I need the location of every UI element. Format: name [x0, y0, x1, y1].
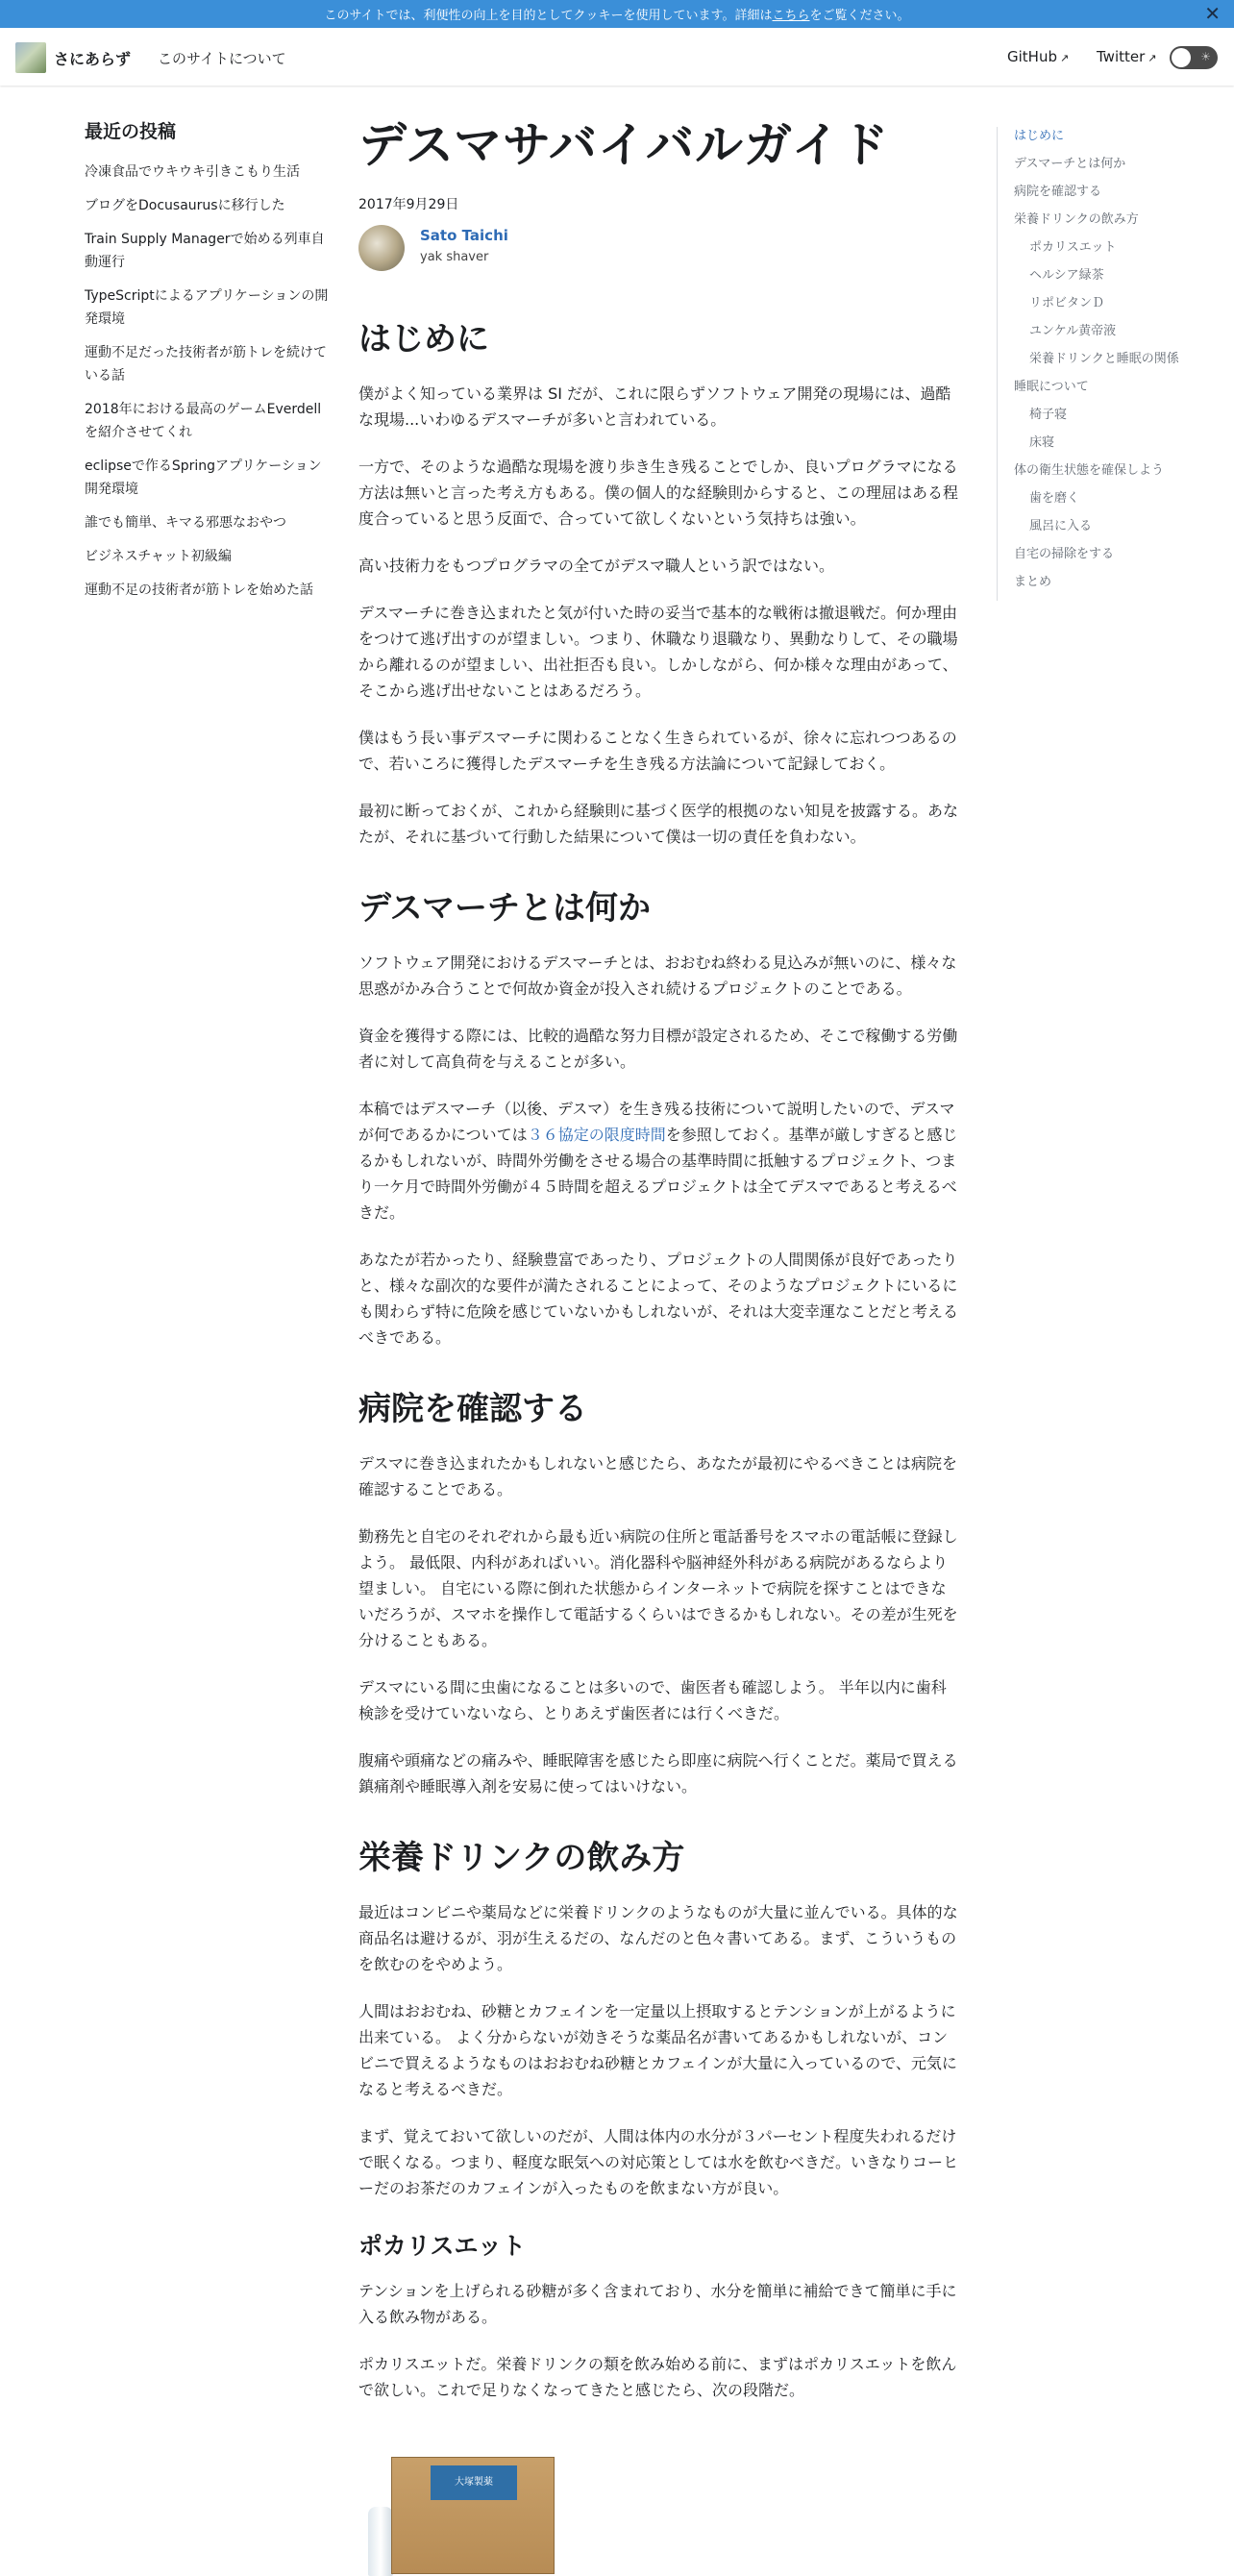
cookie-details-link[interactable]: こちら [772, 9, 810, 23]
toc-item[interactable]: 椅子寝 [1029, 408, 1068, 422]
paragraph: デスマに巻き込まれたかもしれないと感じたら、あなたが最初にやるべきことは病院を確認することである。 [358, 1454, 958, 1499]
toc-item[interactable]: 睡眠について [1014, 380, 1089, 394]
site-logo[interactable] [15, 42, 46, 73]
paragraph: ソフトウェア開発におけるデスマーチとは、おおむね終わる見込みが無いのに、様々な思惑がかみ合うことで何故か資金が投入され続けるプロジェクトのことである。 [358, 954, 957, 998]
sun-icon: ☀ [1200, 50, 1211, 63]
paragraph: デスマにいる間に虫歯になることは多いので、歯医者も確認しよう。 半年以内に歯科検診を受けていないなら、とりあえず歯医者には行くべきだ。 [358, 1678, 947, 1722]
cookie-text-after: をご覧ください。 [809, 9, 910, 23]
text-span: 本稿ではデスマーチ（以後、デスマ）を生き残る技術について説明したいので、デスマが何であるかについては [358, 1100, 955, 1144]
paragraph: 資金を獲得する際には、比較的過酷な努力目標が設定されるため、そこで稼働する労働者に対して高負荷を与えることが多い。 [358, 1027, 958, 1071]
toc-item[interactable]: 栄養ドリンクの飲み方 [1014, 212, 1139, 227]
paragraph: まず、覚えておいて欲しいのだが、人間は体内の水分が３パーセント程度失われるだけで眠くなる。つまり、軽度な眠気への対応策としては水を飲むべきだ。いきなりコーヒーだのお茶だのカフェインが入ったものを飲まない方が良い。 [358, 2127, 959, 2197]
toggle-knob [1172, 48, 1191, 67]
recent-post-link[interactable]: ビジネスチャット初級編 [85, 549, 232, 564]
article-date: 2017年9月29日 [358, 197, 459, 212]
paragraph: 人間はおおむね、砂糖とカフェインを一定量以上摂取するとテンションが上がるように出来ている。 よく分からないが効きそうな薬品名が書いてあるかもしれないが、コンビニで買えるようなものはおおむね砂糖とカフェインが大量に入っているので、元気になると考えるべきだ。 [358, 2002, 957, 2098]
toc-item[interactable]: 病院を確認する [1014, 185, 1102, 199]
dark-mode-toggle[interactable] [1170, 46, 1218, 69]
paragraph: あなたが若かったり、経験豊富であったり、プロジェクトの人間関係が良好であったりと、様々な副次的な要件が満たされることによって、そのようなプロジェクトにいるにも関わらず特に危険を感じていないかもしれないが、それは大変幸運なことだと考えるべきである。 [358, 1251, 959, 1347]
paragraph: 高い技術力をもつプログラマの全てがデスマ職人という訳ではない。 [358, 557, 835, 575]
recent-posts-title: 最近の投稿 [85, 121, 177, 142]
nav-twitter-link[interactable] [1097, 48, 1157, 65]
recent-posts-sidebar [85, 117, 334, 612]
box-label: 大塚製薬 [431, 2465, 517, 2500]
toc-item[interactable]: 体の衛生状態を確保しよう [1014, 463, 1165, 478]
paragraph: ポカリスエットだ。栄養ドリンクの類を飲み始める前に、まずはポカリスエットを飲んで欲しい。これで足りなくなってきたと感じたら、次の段階だ。 [358, 2355, 957, 2399]
cookie-text-before: このサイトでは、利便性の向上を目的としてクッキーを使用しています。詳細は [324, 9, 773, 23]
subsection-heading: ポカリスエット [358, 2232, 527, 2260]
close-icon[interactable]: ✕ [1204, 2, 1221, 25]
paragraph: デスマーチに巻き込まれたと気が付いた時の妥当で基本的な戦術は撤退戦だ。何か理由をつけて逃げ出すのが望ましい。つまり、休職なり退職なり、異動なりして、その職場から離れるのが望ましい、出社拒否も良い。しかしながら、何か様々な理由があって、そこから逃げ出せないことはあるだろう。 [358, 604, 958, 700]
toc-item[interactable]: ポカリスエット [1029, 240, 1117, 255]
paragraph [358, 1096, 959, 1226]
navbar [0, 28, 1234, 86]
nav-github-label: GitHub [1007, 48, 1057, 65]
toc-item[interactable]: デスマーチとは何か [1014, 157, 1126, 171]
author-block [358, 225, 959, 281]
toc-list [1014, 127, 1187, 591]
nav-github-link[interactable] [1007, 48, 1069, 65]
bottle-graphic [368, 2507, 393, 2576]
box-graphic [391, 2457, 555, 2574]
author-name-link[interactable]: Sato Taichi [420, 227, 508, 244]
toc-item[interactable]: まとめ [1014, 575, 1052, 589]
author-title: yak shaver [420, 250, 489, 264]
overtime-limit-link[interactable]: ３６協定の限度時間 [527, 1126, 666, 1144]
pocari-sweat-photo [358, 2457, 560, 2572]
toc-item[interactable]: ヘルシア緑茶 [1029, 268, 1104, 283]
recent-post-link[interactable]: 運動不足だった技術者が筋トレを続けている話 [85, 345, 327, 384]
recent-post-link[interactable]: Train Supply Managerで始める列車自動運行 [85, 232, 325, 270]
text-span: を参照しておく。基準が厳しすぎると感じるかもしれないが、時間外労働をさせる場合の基準時間に抵触するプロジェクト、つまり一ケ月で時間外労働が４５時間を超えるプロジェクトは全てデスマであると考えるべきだ。 [358, 1126, 958, 1222]
recent-post-link[interactable]: eclipseで作るSpringアプリケーション開発環境 [85, 458, 322, 497]
external-link-icon: ↗ [1148, 52, 1157, 64]
toc-item[interactable]: 自宅の掃除をする [1014, 547, 1115, 561]
paragraph: 腹痛や頭痛などの痛みや、睡眠障害を感じたら即座に病院へ行くことだ。薬局で買える鎮痛剤や睡眠導入剤を安易に使ってはいけない。 [358, 1751, 958, 1796]
paragraph: テンションを上げられる砂糖が多く含まれており、水分を簡単に補給できて簡単に手に入る飲み物がある。 [358, 2282, 957, 2326]
paragraph: 僕がよく知っている業界は SI だが、これに限らずソフトウェア開発の現場には、過酷な現場...いわゆるデスマーチが多いと言われている。 [358, 384, 951, 429]
section-heading: 病院を確認する [358, 1390, 587, 1428]
recent-post-link[interactable]: 運動不足の技術者が筋トレを始めた話 [85, 582, 313, 598]
paragraph: 最近はコンビニや薬局などに栄養ドリンクのようなものが大量に並んでいる。具体的な商品名は避けるが、羽が生えるだの、なんだのと色々書いてある。まず、こういうものを飲むのをやめよう。 [358, 1903, 958, 1973]
article-title: デスマサバイバルガイド [358, 117, 890, 173]
nav-twitter-label: Twitter [1097, 48, 1146, 65]
paragraph: 勤務先と自宅のそれぞれから最も近い病院の住所と電話番号をスマホの電話帳に登録しよう。 最低限、内科があればいい。消化器科や脳神経外科がある病院があるならより望ましい。 自宅にいる際に倒れた状態からインターネットで病院を探すことはできないだろうが、スマホを操作して電話するくらいはできるかもしれない。その差が生死を分けることもある。 [358, 1527, 958, 1649]
table-of-contents [997, 127, 1187, 601]
section-heading: 栄養ドリンクの飲み方 [358, 1839, 685, 1877]
cookie-banner [0, 0, 1234, 28]
recent-post-link[interactable]: ブログをDocusaurusに移行した [85, 198, 285, 213]
avatar[interactable] [358, 225, 405, 271]
nav-about-link[interactable]: このサイトについて [158, 50, 286, 67]
recent-posts-list [85, 161, 334, 602]
toc-item[interactable]: 栄養ドリンクと睡眠の関係 [1029, 352, 1179, 366]
toc-item[interactable]: リポビタンＤ [1029, 296, 1105, 310]
recent-post-link[interactable]: 誰でも簡単、キマる邪悪なおやつ [85, 515, 286, 531]
toc-item[interactable]: 床寝 [1029, 435, 1055, 450]
toc-item[interactable]: 歯を磨く [1029, 491, 1080, 506]
section-heading: デスマーチとは何か [358, 889, 651, 928]
toc-item[interactable]: ユンケル黄帝液 [1029, 324, 1117, 338]
toc-item[interactable]: はじめに [1014, 129, 1065, 143]
article [358, 113, 959, 2572]
recent-post-link[interactable]: TypeScriptによるアプリケーションの開発環境 [85, 288, 329, 327]
section-heading: はじめに [358, 320, 489, 359]
paragraph: 最初に断っておくが、これから経験則に基づく医学的根拠のない知見を披露する。あなたが、それに基づいて行動した結果について僕は一切の責任を負わない。 [358, 802, 959, 846]
site-brand[interactable]: さにあらず [54, 50, 132, 68]
paragraph: 一方で、そのような過酷な現場を渡り歩き生き残ることでしか、良いプログラマになる方法は無いと言った考え方もある。僕の個人的な経験則からすると、この理屈はある程度合っていると思う反面で、合っていて欲しくないという気持ちは強い。 [358, 458, 959, 528]
recent-post-link[interactable]: 2018年における最高のゲームEverdellを紹介させてくれ [85, 402, 322, 440]
external-link-icon: ↗ [1059, 52, 1070, 64]
paragraph: 僕はもう長い事デスマーチに関わることなく生きられているが、徐々に忘れつつあるので、若いころに獲得したデスマーチを生き残る方法論について記録しておく。 [358, 729, 957, 773]
toc-item[interactable]: 風呂に入る [1029, 519, 1093, 533]
recent-post-link[interactable]: 冷凍食品でウキウキ引きこもり生活 [85, 164, 300, 180]
